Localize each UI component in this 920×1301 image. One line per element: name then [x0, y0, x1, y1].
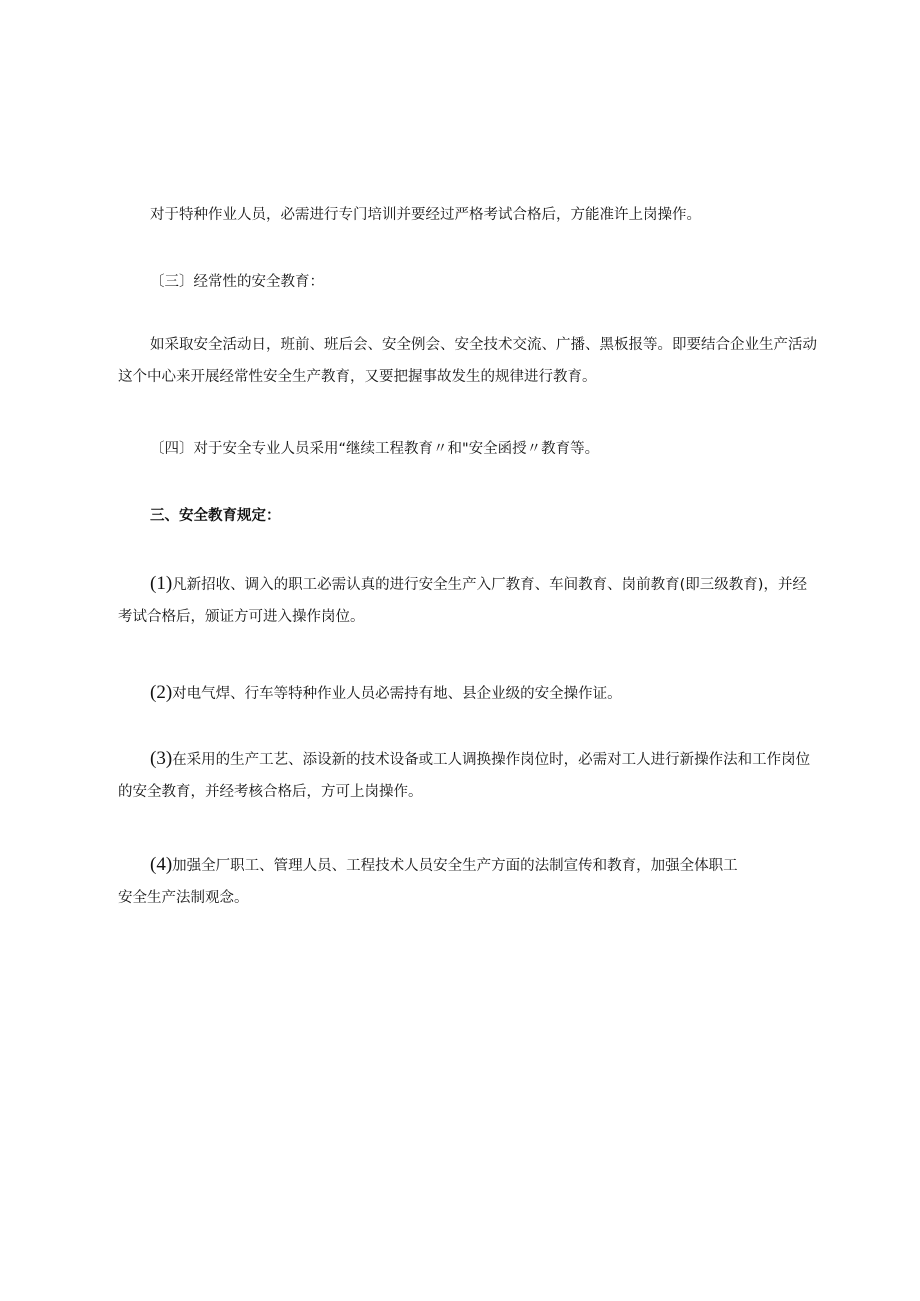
paragraph-professional-staff: 〔四〕对于安全专业人员采用“继续工程教育〃和"安全函授〃教育等。	[150, 441, 600, 457]
paragraph-activities: 如采取安全活动日，班前、班后会、安全例会、安全技术交流、广播、黑板报等。即要结合企业生产活动这个中心来开展经常性安全生产教育，又要把握事故发生的规律进行教育。	[118, 337, 817, 385]
item-number: (1)	[150, 573, 173, 594]
item-number: (3)	[150, 748, 173, 769]
regulation-item-4	[118, 849, 738, 914]
paragraph-special-workers: 对于特种作业人员，必需进行专门培训并要经过严格考试合格后，方能准许上岗操作。	[150, 207, 701, 223]
item-number: (4)	[150, 854, 173, 875]
item-text: 加强全厂职工、管理人员、工程技术人员安全生产方面的法制宣传和教育，加强全体职工安全生产法制观念。	[118, 858, 738, 906]
regulation-item-3	[118, 743, 818, 808]
item-number: (2)	[150, 682, 173, 703]
regulation-item-1	[118, 568, 818, 633]
item-text: 凡新招收、调入的职工必需认真的进行安全生产入厂教育、车间教育、岗前教育(即三级教育)，并经考试合格后，颁证方可进入操作岗位。	[118, 577, 807, 625]
regulation-item-2	[118, 677, 818, 710]
heading-regular-education: 〔三〕经常性的安全教育：	[150, 274, 324, 290]
item-text: 在采用的生产工艺、添设新的技术设备或工人调换操作岗位时，必需对工人进行新操作法和工作岗位的安全教育，并经考核合格后，方可上岗操作。	[118, 752, 811, 800]
item-text: 对电气焊、行车等特种作业人员必需持有地、县企业级的安全操作证。	[172, 686, 622, 702]
section-heading-regulations: 三、安全教育规定：	[150, 508, 281, 524]
